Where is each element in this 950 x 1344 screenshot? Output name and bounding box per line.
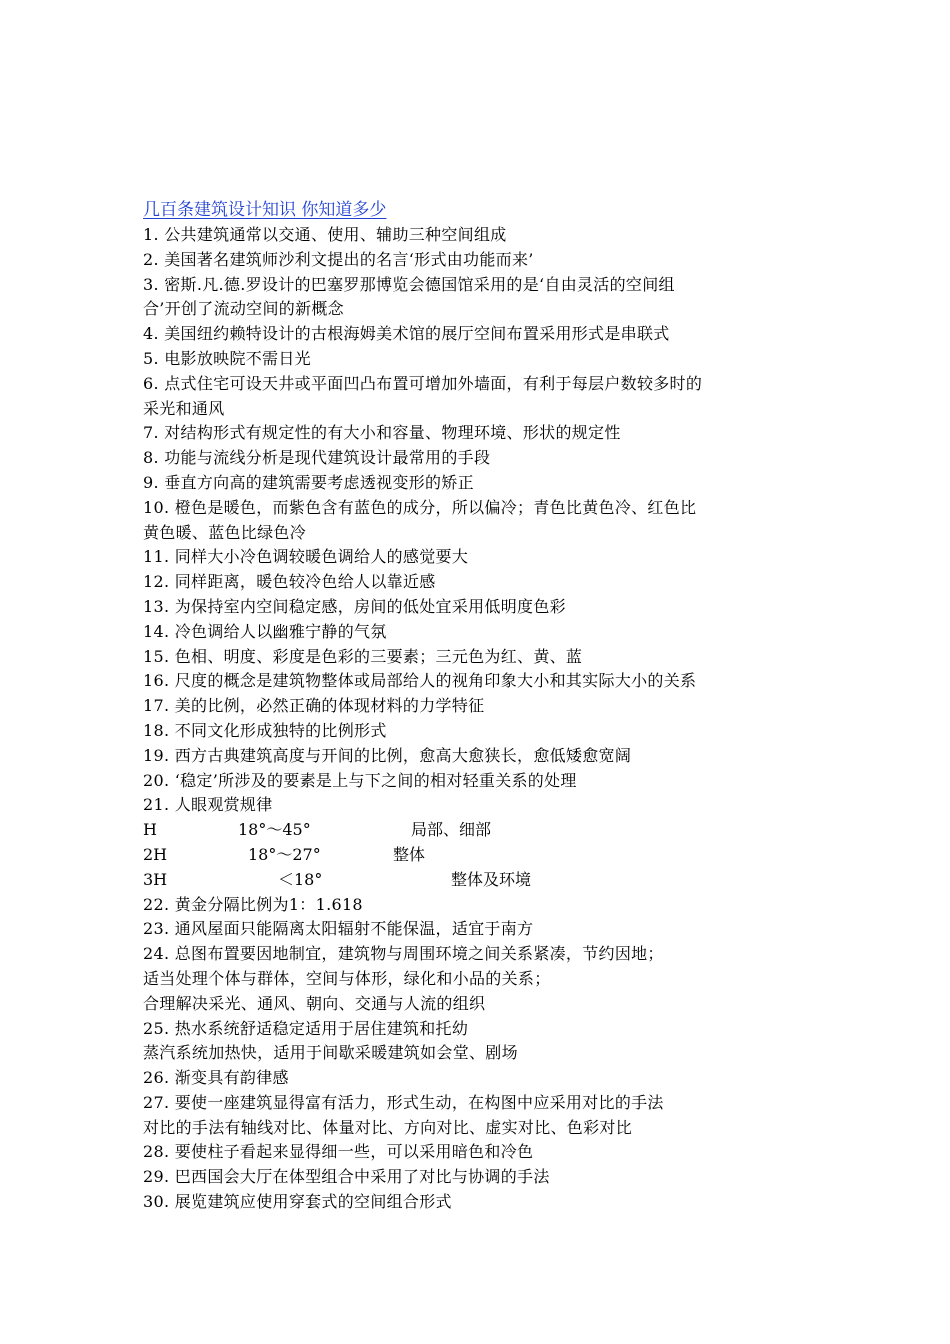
list-item: 26. 渐变具有韵律感 <box>143 1068 289 1088</box>
list-item: 1. 公共建筑通常以交通、使用、辅助三种空间组成 <box>143 225 507 244</box>
distance-cell: 3H <box>143 869 168 889</box>
angle-cell: 18°～45° <box>238 820 311 840</box>
angle-row <box>143 818 823 843</box>
list-item: 16. 尺度的概念是建筑物整体或局部给人的视角印象大小和其实际大小的关系 <box>143 671 697 691</box>
list-item-continuation: 对比的手法有轴线对比、体量对比、方向对比、虚实对比、色彩对比 <box>143 1117 633 1137</box>
viewing-angle-table <box>143 818 823 892</box>
list-item: 7. 对结构形式有规定性的有大小和容量、物理环境、形状的规定性 <box>143 423 621 443</box>
list-item-continuation: 合’开创了流动空间的新概念 <box>143 299 344 319</box>
list-item-continuation: 适当处理个体与群体，空间与体形，绿化和小品的关系； <box>143 968 551 988</box>
list-item: 2. 美国著名建筑师沙利文提出的名言‘形式由功能而来’ <box>143 249 534 269</box>
list-item: 22. 黄金分隔比例为1：1.618 <box>143 894 363 914</box>
scope-cell: 整体 <box>393 844 426 864</box>
list-item: 15. 色相、明度、彩度是色彩的三要素；三元色为红、黄、蓝 <box>143 646 583 666</box>
list-item: 30. 展览建筑应使用穿套式的空间组合形式 <box>143 1192 452 1212</box>
list-item-continuation: 黄色暖、蓝色比绿色冷 <box>143 522 307 542</box>
list-item: 5. 电影放映院不需日光 <box>143 348 311 368</box>
list-item: 4. 美国纽约赖特设计的古根海姆美术馆的展厅空间布置采用形式是串联式 <box>143 324 670 344</box>
document-page <box>143 198 823 1215</box>
list-item: 3. 密斯.凡.德.罗设计的巴塞罗那博览会德国馆采用的是‘自由灵活的空间组 <box>143 274 675 294</box>
angle-row <box>143 868 823 893</box>
list-item: 6. 点式住宅可设天井或平面凹凸布置可增加外墙面，有利于每层户数较多时的 <box>143 373 703 393</box>
knowledge-list-continued <box>143 893 823 1215</box>
distance-cell: H <box>143 820 157 840</box>
list-item: 29. 巴西国会大厅在体型组合中采用了对比与协调的手法 <box>143 1167 550 1187</box>
list-item-continuation: 蒸汽系统加热快，适用于间歇采暖建筑如会堂、剧场 <box>143 1043 518 1063</box>
list-item-continuation: 合理解决采光、通风、朝向、交通与人流的组织 <box>143 993 486 1013</box>
list-item: 21. 人眼观赏规律 <box>143 795 273 815</box>
knowledge-list <box>143 223 823 818</box>
list-item: 13. 为保持室内空间稳定感，房间的低处宜采用低明度色彩 <box>143 596 566 616</box>
list-item: 18. 不同文化形成独特的比例形式 <box>143 720 387 740</box>
scope-cell: 局部、细部 <box>411 820 492 840</box>
list-item: 23. 通风屋面只能隔离太阳辐射不能保温，适宜于南方 <box>143 919 534 939</box>
angle-cell: ＜18° <box>278 869 323 889</box>
list-item: 10. 橙色是暖色，而紫色含有蓝色的成分，所以偏冷；青色比黄色冷、红色比 <box>143 497 697 517</box>
list-item: 19. 西方古典建筑高度与开间的比例，愈高大愈狭长，愈低矮愈宽阔 <box>143 745 632 765</box>
list-item: 17. 美的比例，必然正确的体现材料的力学特征 <box>143 696 485 716</box>
angle-row <box>143 843 823 868</box>
list-item: 25. 热水系统舒适稳定适用于居住建筑和托幼 <box>143 1018 469 1038</box>
list-item: 14. 冷色调给人以幽雅宁静的气氛 <box>143 621 387 641</box>
list-item: 24. 总图布置要因地制宜，建筑物与周围环境之间关系紧凑，节约因地； <box>143 944 664 964</box>
list-item-continuation: 采光和通风 <box>143 398 225 418</box>
scope-cell: 整体及环境 <box>451 869 532 889</box>
angle-cell: 18°～27° <box>248 844 321 864</box>
list-item: 9. 垂直方向高的建筑需要考虑透视变形的矫正 <box>143 472 474 492</box>
list-item: 12. 同样距离，暖色较冷色给人以靠近感 <box>143 572 436 592</box>
list-item: 11. 同样大小冷色调较暖色调给人的感觉要大 <box>143 547 469 567</box>
list-item: 8. 功能与流线分析是现代建筑设计最常用的手段 <box>143 448 491 468</box>
list-item: 28. 要使柱子看起来显得细一些，可以采用暗色和冷色 <box>143 1142 534 1162</box>
distance-cell: 2H <box>143 844 168 864</box>
list-item: 20. ‘稳定’所涉及的要素是上与下之间的相对轻重关系的处理 <box>143 770 577 790</box>
list-item: 27. 要使一座建筑显得富有活力，形式生动，在构图中应采用对比的手法 <box>143 1092 664 1112</box>
document-title-link[interactable]: 几百条建筑设计知识 你知道多少 <box>143 200 387 220</box>
